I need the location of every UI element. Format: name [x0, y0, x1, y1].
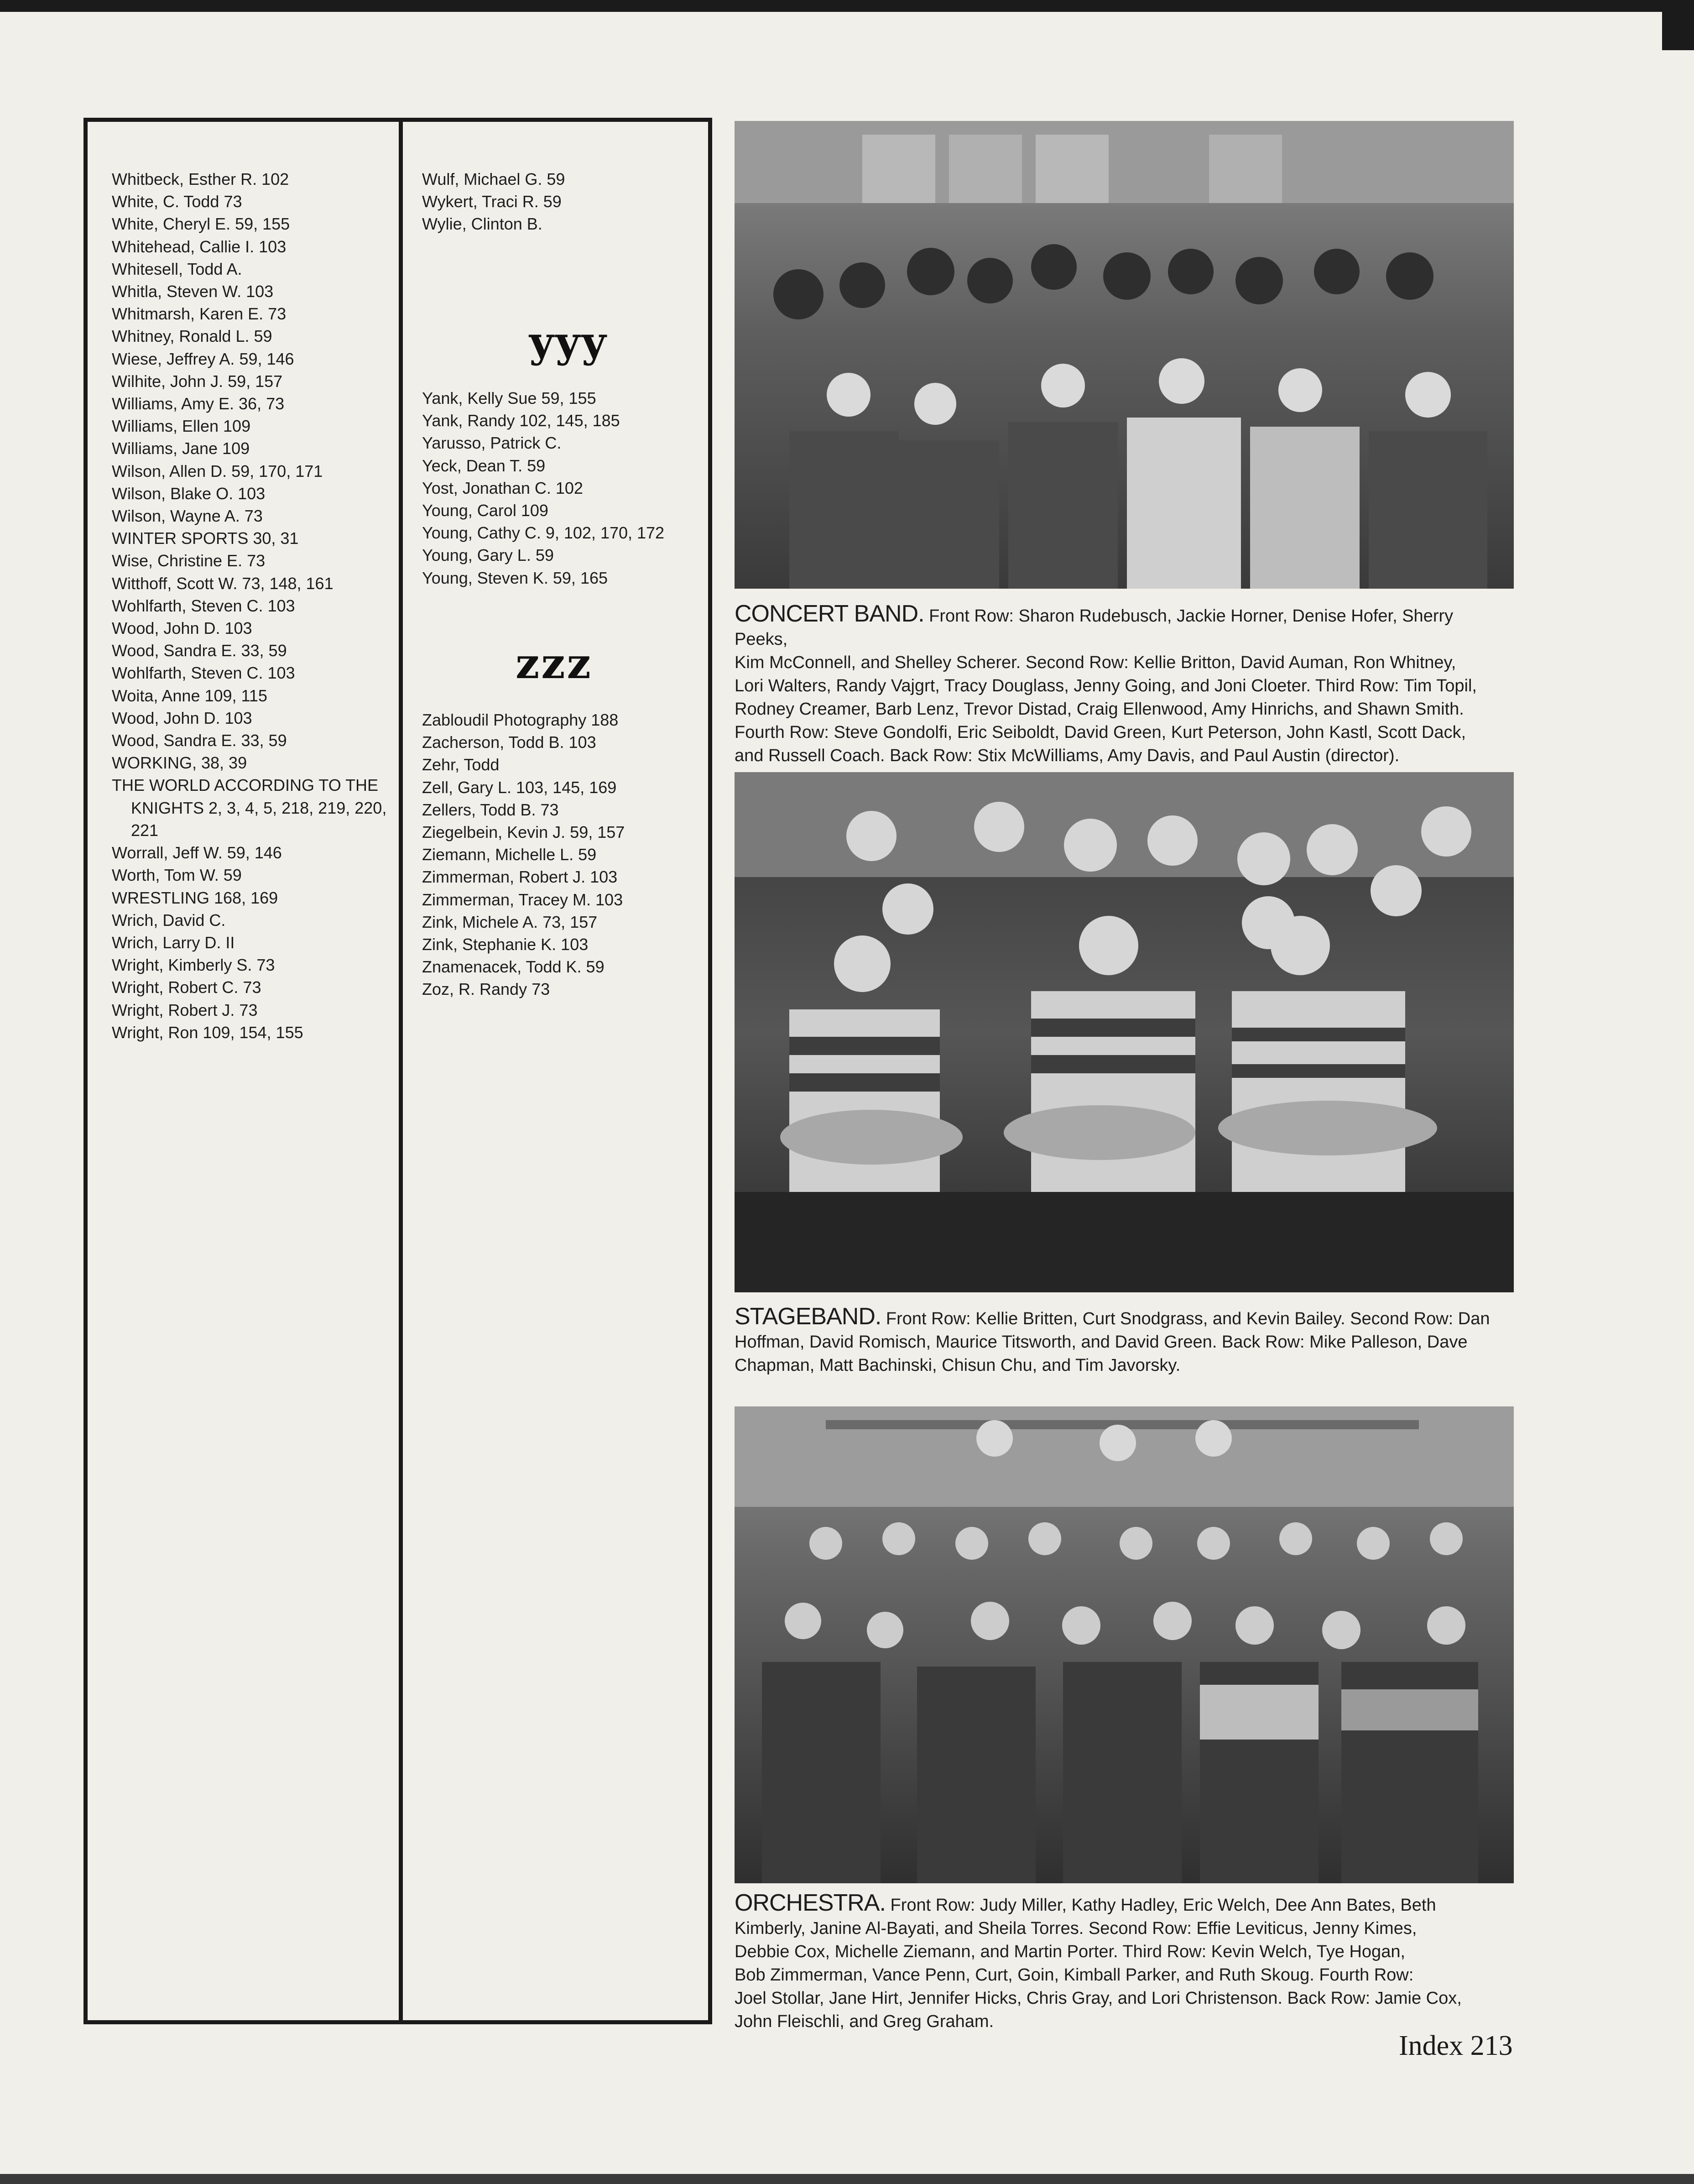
index-entry: Yank, Kelly Sue 59, 155 — [422, 389, 596, 408]
index-entry: Zink, Stephanie K. 103 — [422, 935, 589, 954]
index-entry: Zellers, Todd B. 73 — [422, 800, 559, 819]
scan-top-edge — [0, 0, 1694, 12]
caption-line: Hoffman, David Romisch, Maurice Titsworth, and David Green. Back Row: Mike Palleson, Dave — [735, 1332, 1468, 1352]
index-entry: Wilson, Blake O. 103 — [112, 484, 266, 503]
index-entry: Wiese, Jeffrey A. 59, 146 — [112, 349, 294, 368]
caption-line: Kimberly, Janine Al-Bayati, and Sheila Torres. Second Row: Effie Leviticus, Jenny Kimes, — [735, 1919, 1417, 1938]
stageband-caption — [735, 1305, 1510, 1377]
index-heading-y: yyy — [529, 317, 608, 366]
index-entry: WINTER SPORTS 30, 31 — [112, 529, 299, 548]
index-entry: Yarusso, Patrick C. — [422, 434, 562, 453]
index-entry: Woita, Anne 109, 115 — [112, 686, 267, 705]
index-entry: Wohlfarth, Steven C. 103 — [112, 664, 295, 683]
index-entry: Young, Cathy C. 9, 102, 170, 172 — [422, 523, 665, 543]
caption-line: Rodney Creamer, Barb Lenz, Trevor Distad, Craig Ellenwood, Amy Hinrichs, and Shawn Smith. — [735, 700, 1464, 719]
page-number: Index 213 — [1399, 2030, 1513, 2061]
index-entry: Yost, Jonathan C. 102 — [422, 478, 583, 497]
index-entry: Wood, John D. 103 — [112, 619, 252, 638]
index-entry: Zabloudil Photography 188 — [422, 711, 619, 729]
index-entry: Young, Carol 109 — [422, 501, 548, 520]
orchestra-photo — [735, 1406, 1514, 1883]
index-column-z — [422, 709, 705, 1001]
index-entry: Wilson, Wayne A. 73 — [112, 507, 263, 526]
index-entry: Wise, Christine E. 73 — [112, 551, 266, 570]
index-entry: Zimmerman, Robert J. 103 — [422, 867, 618, 887]
index-entry: Ziegelbein, Kevin J. 59, 157 — [422, 823, 625, 842]
index-entry: Wood, Sandra E. 33, 59 — [112, 731, 287, 750]
caption-line: Chapman, Matt Bachinski, Chisun Chu, and Tim Javorsky. — [735, 1356, 1181, 1375]
index-entry: Wykert, Traci R. 59 — [422, 192, 562, 211]
index-entry: Williams, Amy E. 36, 73 — [112, 394, 285, 413]
caption-line: Lori Walters, Randy Vajgrt, Tracy Douglass, Jenny Going, and Joni Cloeter. Third Row: Tim Topil, — [735, 676, 1477, 695]
index-entry: Ziemann, Michelle L. 59 — [422, 845, 597, 864]
index-entry: White, C. Todd 73 — [112, 192, 242, 211]
index-entry: Zink, Michele A. 73, 157 — [422, 912, 598, 931]
stageband-photo — [735, 772, 1514, 1292]
index-column-divider — [399, 118, 403, 2024]
orchestra-title: ORCHESTRA. — [735, 1890, 886, 1916]
index-entry: Wohlfarth, Steven C. 103 — [112, 596, 295, 615]
index-heading-z: zzz — [516, 639, 593, 688]
index-entry: WORKING, 38, 39 — [112, 753, 247, 773]
index-entry: Zoz, R. Randy 73 — [422, 980, 550, 999]
index-entry: White, Cheryl E. 59, 155 — [112, 214, 290, 234]
index-entry: Wulf, Michael G. 59 — [422, 170, 565, 188]
index-entry: Worth, Tom W. 59 — [112, 866, 242, 885]
index-entry: Williams, Ellen 109 — [112, 417, 251, 436]
index-entry: Worrall, Jeff W. 59, 146 — [112, 843, 282, 862]
index-entry: Yeck, Dean T. 59 — [422, 456, 546, 475]
index-entry: WRESTLING 168, 169 — [112, 888, 278, 907]
index-entry: Young, Steven K. 59, 165 — [422, 568, 608, 587]
index-entry: Wilson, Allen D. 59, 170, 171 — [112, 461, 323, 481]
index-column-w — [112, 168, 386, 1044]
caption-line: Bob Zimmerman, Vance Penn, Curt, Goin, Kimball Parker, and Ruth Skoug. Fourth Row: — [735, 1965, 1414, 1985]
index-entry: Wrich, Larry D. II — [112, 933, 235, 952]
caption-line: Kim McConnell, and Shelley Scherer. Second Row: Kellie Britton, David Auman, Ron Whitney, — [735, 653, 1456, 672]
index-entry: Wrich, David C. — [112, 910, 226, 930]
orchestra-caption — [735, 1891, 1510, 2033]
index-entry: Zimmerman, Tracey M. 103 — [422, 890, 623, 909]
caption-line: and Russell Coach. Back Row: Stix McWilliams, Amy Davis, and Paul Austin (director). — [735, 746, 1400, 765]
index-entry: Whitla, Steven W. 103 — [112, 282, 274, 301]
concert-band-caption — [735, 602, 1510, 768]
index-entry: KNIGHTS 2, 3, 4, 5, 218, 219, 220, — [131, 798, 387, 817]
index-entry: Yank, Randy 102, 145, 185 — [422, 411, 620, 430]
caption-line: Fourth Row: Steve Gondolfi, Eric Seiboldt, David Green, Kurt Peterson, John Kastl, Scott Dack, — [735, 723, 1466, 742]
index-entry: Znamenacek, Todd K. 59 — [422, 957, 605, 977]
index-column-w-continued — [422, 168, 705, 235]
stageband-title: STAGEBAND. — [735, 1303, 881, 1330]
caption-line: Joel Stollar, Jane Hirt, Jennifer Hicks, Chris Gray, and Lori Christenson. Back Row: Jamie Cox, — [735, 1989, 1462, 2008]
caption-line: Debbie Cox, Michelle Ziemann, and Martin Porter. Third Row: Kevin Welch, Tye Hogan, — [735, 1942, 1406, 1961]
index-entry: Young, Gary L. 59 — [422, 546, 554, 565]
index-entry: Wood, Sandra E. 33, 59 — [112, 641, 287, 660]
index-entry: Wright, Kimberly S. 73 — [112, 956, 275, 975]
index-entry: Wright, Ron 109, 154, 155 — [112, 1023, 303, 1042]
index-entry: Wright, Robert J. 73 — [112, 1000, 258, 1019]
concert-band-names — [735, 606, 1477, 765]
index-entry: Whitbeck, Esther R. 102 — [112, 170, 289, 188]
index-entry: Wilhite, John J. 59, 157 — [112, 371, 283, 391]
index-entry: Wylie, Clinton B. — [422, 214, 542, 234]
index-entry: Williams, Jane 109 — [112, 439, 250, 458]
index-entry: THE WORLD ACCORDING TO THE — [112, 776, 379, 795]
index-entry: Wright, Robert C. 73 — [112, 978, 261, 997]
concert-band-title: CONCERT BAND. — [735, 601, 924, 627]
index-entry: Zacherson, Todd B. 103 — [422, 733, 596, 752]
index-entry: Zell, Gary L. 103, 145, 169 — [422, 778, 617, 797]
index-column-y — [422, 387, 705, 589]
caption-line: Front Row: Judy Miller, Kathy Hadley, Eric Welch, Dee Ann Bates, Beth — [890, 1896, 1436, 1915]
index-entry: Zehr, Todd — [422, 755, 500, 774]
caption-line: Front Row: Kellie Britten, Curt Snodgrass, and Kevin Bailey. Second Row: Dan — [886, 1309, 1490, 1328]
index-entry: Whitesell, Todd A. — [112, 259, 242, 278]
index-entry: Whitehead, Callie I. 103 — [112, 237, 287, 256]
index-entry: Witthoff, Scott W. 73, 148, 161 — [112, 574, 334, 593]
index-entry: Whitmarsh, Karen E. 73 — [112, 304, 287, 324]
scan-corner-edge — [1662, 0, 1694, 50]
index-entry: 221 — [131, 820, 159, 840]
caption-line: John Fleischli, and Greg Graham. — [735, 2012, 994, 2031]
caption-line: Front Row: Sharon Rudebusch, Jackie Horner, Denise Hofer, Sherry Peeks, — [735, 606, 1454, 649]
concert-band-photo — [735, 121, 1514, 589]
index-entry: Wood, John D. 103 — [112, 708, 252, 727]
index-entry: Whitney, Ronald L. 59 — [112, 327, 272, 346]
scan-bottom-edge — [0, 2174, 1694, 2184]
